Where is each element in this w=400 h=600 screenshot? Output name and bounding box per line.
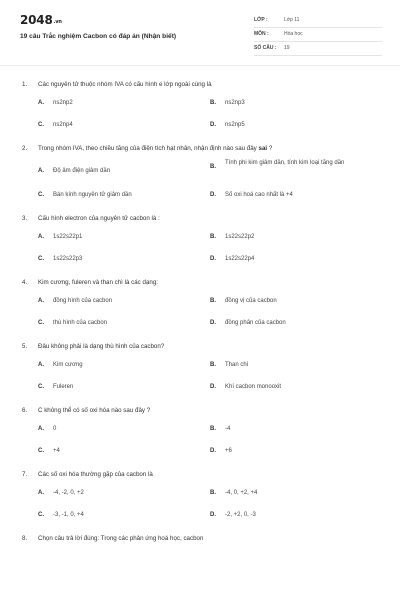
option-d[interactable]	[210, 115, 382, 137]
option-c[interactable]	[38, 185, 210, 207]
question-stem: Các nguyên tử thuộc nhóm IVA có cấu hình e lớp ngoài cùng là	[38, 81, 212, 88]
option-letter: D.	[210, 448, 216, 454]
option-text: +4	[53, 448, 60, 454]
question-stem: Chọn câu trả lời đúng: Trong các phản ứng hoá học, cacbon	[38, 535, 204, 542]
option-text: -2, +2, 0, -3	[225, 512, 256, 518]
option-letter: B.	[210, 490, 216, 496]
question-number: 4.	[22, 279, 28, 286]
question-number: 5.	[22, 343, 28, 350]
option-text: ns2np4	[53, 122, 73, 128]
option-text: Bán kính nguyên tử giảm dần	[53, 192, 132, 198]
question-6	[0, 406, 400, 463]
question-8	[0, 534, 400, 547]
option-grid	[0, 419, 400, 463]
option-text: đồng hình của cacbon	[53, 298, 113, 304]
question-7	[0, 470, 400, 527]
option-a[interactable]	[38, 483, 210, 505]
question-text	[0, 214, 400, 227]
option-b[interactable]	[210, 227, 382, 249]
question-5	[0, 342, 400, 399]
header-divider	[0, 65, 400, 66]
page-title: 19 câu Trắc nghiệm Cacbon có đáp án (Nhận biết)	[20, 33, 177, 40]
option-d[interactable]	[210, 185, 382, 207]
question-text	[0, 278, 400, 291]
question-stem-end: ?	[267, 145, 273, 152]
question-stem: Cấu hình electron của nguyên tử cacbon là :	[38, 215, 160, 222]
question-number: 8.	[22, 535, 28, 542]
option-letter: C.	[38, 192, 44, 198]
option-b[interactable]	[210, 157, 382, 185]
question-stem: C không thể có số oxi hóa nào sau đây ?	[38, 407, 151, 414]
option-text: Kim cương	[53, 362, 83, 368]
option-letter: B.	[210, 100, 216, 106]
option-letter: C.	[38, 320, 44, 326]
option-a[interactable]	[38, 93, 210, 115]
option-letter: A.	[38, 234, 44, 240]
question-text	[0, 470, 400, 483]
meta-key: SỐ CÂU :	[254, 45, 277, 51]
option-c[interactable]	[38, 313, 210, 335]
question-emphasis: sai	[258, 145, 268, 152]
option-letter: D.	[210, 122, 216, 128]
option-letter: C.	[38, 384, 44, 390]
option-b[interactable]	[210, 483, 382, 505]
site-logo[interactable]	[20, 13, 62, 27]
question-1	[0, 80, 400, 137]
option-text: Than chì	[225, 362, 249, 368]
option-b[interactable]	[210, 419, 382, 441]
option-letter: B.	[210, 298, 216, 304]
option-text: Khí cacbon monooxit	[225, 384, 282, 390]
question-stem: Trong nhóm IVA, theo chiều tăng của điện tích hạt nhân, nhận định nào sau đây	[38, 145, 259, 152]
option-letter: A.	[38, 298, 44, 304]
meta-row-class	[254, 14, 382, 28]
option-text: ns2np2	[53, 100, 73, 106]
document-header	[0, 0, 400, 62]
option-letter: D.	[210, 256, 216, 262]
option-letter: C.	[38, 448, 44, 454]
meta-key: LỚP :	[254, 17, 268, 23]
question-number: 1.	[22, 81, 28, 88]
option-letter: A.	[38, 490, 44, 496]
option-text: +6	[225, 448, 232, 454]
option-grid	[0, 157, 400, 207]
option-text: Số oxi hoá cao nhất là +4	[225, 192, 293, 198]
option-a[interactable]	[38, 419, 210, 441]
option-c[interactable]	[38, 249, 210, 271]
question-text	[0, 534, 400, 547]
option-letter: B.	[210, 426, 216, 432]
option-letter: D.	[210, 512, 216, 518]
question-text	[0, 80, 400, 93]
option-letter: C.	[38, 122, 44, 128]
option-letter: A.	[38, 362, 44, 368]
option-letter: B.	[210, 164, 216, 170]
option-letter: A.	[38, 168, 44, 174]
option-letter: D.	[210, 384, 216, 390]
option-text: ns2np3	[225, 100, 245, 106]
option-b[interactable]	[210, 291, 382, 313]
meta-row-count	[254, 42, 382, 56]
question-stem: Các số oxi hóa thường gặp của cacbon là	[38, 471, 153, 478]
option-text: 1s22s22p2	[225, 234, 255, 240]
option-d[interactable]	[210, 313, 382, 335]
option-text: đồng phân của cacbon	[225, 320, 286, 326]
option-d[interactable]	[210, 377, 382, 399]
option-letter: C.	[38, 256, 44, 262]
question-text	[0, 342, 400, 355]
option-grid	[0, 227, 400, 271]
option-c[interactable]	[38, 115, 210, 137]
option-c[interactable]	[38, 377, 210, 399]
option-c[interactable]	[38, 441, 210, 463]
option-text: Độ âm điện giảm dần	[53, 168, 111, 174]
option-a[interactable]	[38, 157, 210, 185]
meta-value: Hóa học	[284, 31, 303, 37]
question-list	[0, 80, 400, 554]
option-a[interactable]	[38, 355, 210, 377]
option-text: Fuleren	[53, 384, 74, 390]
option-grid	[0, 483, 400, 527]
option-b[interactable]	[210, 355, 382, 377]
option-grid	[0, 93, 400, 137]
option-letter: A.	[38, 426, 44, 432]
option-text: -3, -1, 0, +4	[53, 512, 84, 518]
option-text: -4, 0, +2, +4	[225, 490, 258, 496]
option-text: -4	[225, 426, 231, 432]
meta-key: MÔN :	[254, 31, 269, 37]
option-text: Tính phi kim giảm dần, tính kim loại tăng dần	[225, 160, 345, 166]
option-letter: B.	[210, 362, 216, 368]
option-b[interactable]	[210, 93, 382, 115]
option-grid	[0, 355, 400, 399]
question-stem: Đâu không phải là dạng thù hình của cacbon?	[38, 343, 165, 350]
option-text: -4, -2, 0, +2	[53, 490, 84, 496]
question-number: 6.	[22, 407, 28, 414]
question-2	[0, 144, 400, 207]
option-text: 1s22s22p3	[53, 256, 83, 262]
option-text: đồng vị của cacbon	[225, 298, 277, 304]
meta-value: Lớp 11	[284, 17, 300, 23]
option-text: thù hình của cacbon	[53, 320, 108, 326]
option-text: 1s22s22p1	[53, 234, 83, 240]
option-text: ns2np5	[225, 122, 245, 128]
question-number: 3.	[22, 215, 28, 222]
meta-row-subject	[254, 28, 382, 42]
logo-text: 2048	[20, 13, 53, 27]
option-d[interactable]	[210, 249, 382, 271]
option-text: 1s22s22p4	[225, 256, 255, 262]
logo-suffix: .vn	[53, 19, 62, 25]
option-d[interactable]	[210, 505, 382, 527]
question-text	[0, 144, 400, 157]
question-4	[0, 278, 400, 335]
question-number: 2.	[22, 145, 28, 152]
option-letter: C.	[38, 512, 44, 518]
option-letter: B.	[210, 234, 216, 240]
option-d[interactable]	[210, 441, 382, 463]
option-grid	[0, 291, 400, 335]
option-a[interactable]	[38, 227, 210, 249]
option-text: 0	[53, 426, 57, 432]
option-letter: D.	[210, 192, 216, 198]
option-a[interactable]	[38, 291, 210, 313]
option-letter: A.	[38, 100, 44, 106]
option-letter: D.	[210, 320, 216, 326]
question-number: 7.	[22, 471, 28, 478]
question-stem: Kim cương, fuleren và than chì là các dạng:	[38, 279, 158, 286]
question-3	[0, 214, 400, 271]
question-text	[0, 406, 400, 419]
meta-value: 19	[284, 45, 290, 51]
option-c[interactable]	[38, 505, 210, 527]
meta-table	[254, 14, 382, 56]
